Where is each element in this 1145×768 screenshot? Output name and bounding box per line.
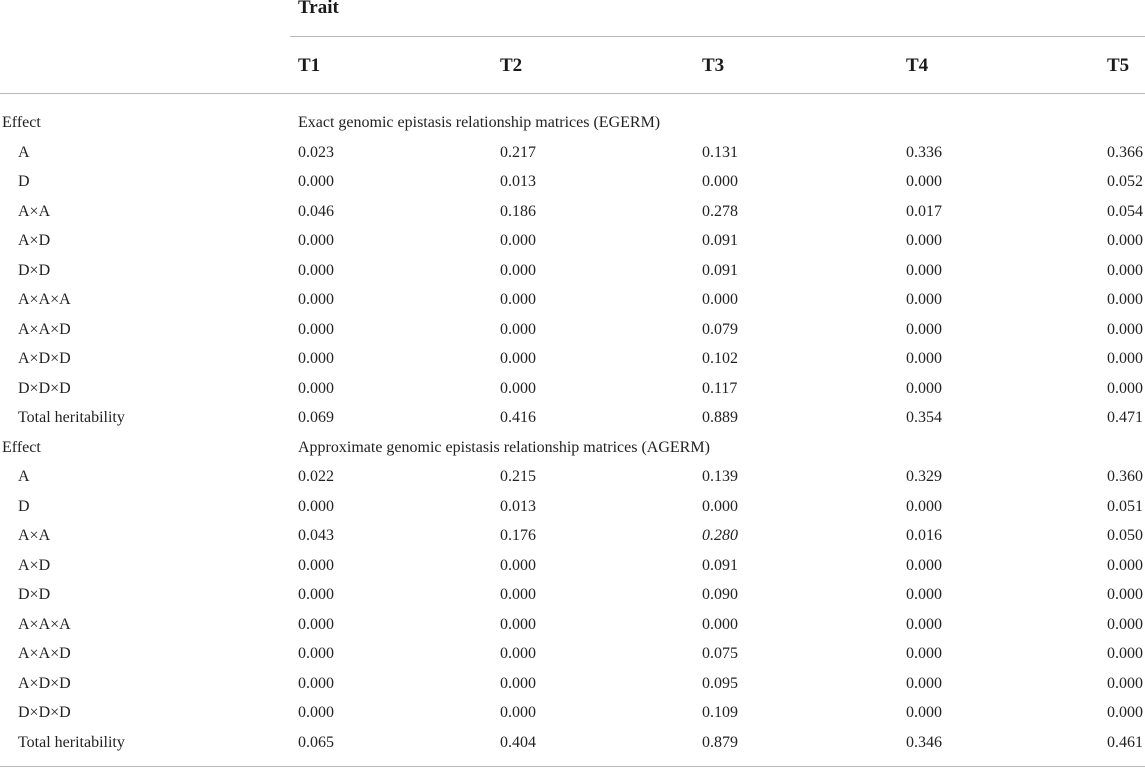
- value-cell: 0.000: [500, 262, 536, 279]
- value-cell: 0.043: [298, 527, 334, 544]
- row-label: A×A×D: [18, 321, 71, 338]
- value-cell: 0.329: [906, 468, 942, 485]
- value-cell: 0.000: [906, 645, 942, 662]
- column-header-t5: T5: [1107, 55, 1130, 76]
- value-cell: 0.000: [906, 675, 942, 692]
- value-cell: 0.000: [702, 173, 738, 190]
- value-cell: 0.000: [906, 586, 942, 603]
- value-cell: 0.366: [1107, 144, 1143, 161]
- row-label: A: [18, 144, 30, 161]
- table-row: [0, 290, 1145, 319]
- value-cell: 0.471: [1107, 409, 1143, 426]
- value-cell: 0.461: [1107, 734, 1143, 751]
- value-cell: 0.000: [500, 380, 536, 397]
- value-cell: 0.139: [702, 468, 738, 485]
- value-cell: 0.000: [500, 704, 536, 721]
- section-title: Exact genomic epistasis relationship matrices (EGERM): [298, 114, 661, 131]
- table-row: [0, 585, 1145, 614]
- value-cell: 0.000: [1107, 704, 1143, 721]
- value-cell: 0.000: [1107, 262, 1143, 279]
- row-label: A×D×D: [18, 675, 71, 692]
- value-cell: 0.000: [298, 704, 334, 721]
- table-row: [0, 202, 1145, 231]
- value-cell: 0.000: [906, 321, 942, 338]
- value-cell: 0.013: [500, 173, 536, 190]
- value-cell: 0.091: [702, 262, 738, 279]
- value-cell: 0.000: [1107, 321, 1143, 338]
- effect-label: Effect: [2, 114, 41, 131]
- value-cell: 0.000: [298, 262, 334, 279]
- value-cell: 0.052: [1107, 173, 1143, 190]
- value-cell: 0.000: [500, 586, 536, 603]
- section-header-egerm: [0, 113, 1145, 142]
- table-row: [0, 467, 1145, 496]
- value-cell: 0.000: [906, 173, 942, 190]
- table-row: [0, 320, 1145, 349]
- row-label: A×D×D: [18, 350, 71, 367]
- value-cell: 0.000: [298, 232, 334, 249]
- table-row: [0, 497, 1145, 526]
- value-cell: 0.079: [702, 321, 738, 338]
- table-row: [0, 615, 1145, 644]
- value-cell: 0.000: [702, 498, 738, 515]
- row-label: D×D: [18, 586, 51, 603]
- column-header-t1: T1: [298, 55, 321, 76]
- value-cell: 0.051: [1107, 498, 1143, 515]
- row-label: D: [18, 173, 30, 190]
- row-label: A: [18, 468, 30, 485]
- value-cell: 0.000: [500, 557, 536, 574]
- value-cell: 0.000: [906, 262, 942, 279]
- value-cell: 0.000: [1107, 232, 1143, 249]
- value-cell: 0.000: [298, 380, 334, 397]
- table-bottom-rule: [0, 766, 1145, 767]
- value-cell: 0.000: [906, 380, 942, 397]
- value-cell: 0.091: [702, 232, 738, 249]
- table-row: [0, 556, 1145, 585]
- value-cell: 0.095: [702, 675, 738, 692]
- value-cell: 0.069: [298, 409, 334, 426]
- value-cell: 0.117: [702, 380, 738, 397]
- value-cell: 0.000: [906, 557, 942, 574]
- value-cell: 0.416: [500, 409, 536, 426]
- value-cell: 0.000: [500, 675, 536, 692]
- effect-label: Effect: [2, 439, 41, 456]
- row-label: A×A×A: [18, 291, 71, 308]
- table-row: [0, 143, 1145, 172]
- value-cell: 0.404: [500, 734, 536, 751]
- header-divider: [290, 36, 1145, 37]
- value-cell: 0.023: [298, 144, 334, 161]
- row-label: A×A: [18, 203, 51, 220]
- table-row-total: [0, 408, 1145, 437]
- value-cell: 0.000: [298, 586, 334, 603]
- table-row: [0, 644, 1145, 673]
- value-cell: 0.000: [298, 173, 334, 190]
- value-cell: 0.000: [500, 232, 536, 249]
- value-cell: 0.050: [1107, 527, 1143, 544]
- value-cell: 0.000: [702, 616, 738, 633]
- value-cell: 0.000: [298, 616, 334, 633]
- value-cell: 0.109: [702, 704, 738, 721]
- value-cell: 0.000: [298, 350, 334, 367]
- trait-header: Trait: [298, 0, 339, 18]
- value-cell: 0.131: [702, 144, 738, 161]
- row-label: A×A×A: [18, 616, 71, 633]
- table-row: [0, 261, 1145, 290]
- table-row: [0, 674, 1145, 703]
- value-cell: 0.879: [702, 734, 738, 751]
- value-cell: 0.016: [906, 527, 942, 544]
- value-cell: 0.000: [1107, 291, 1143, 308]
- row-label: D×D×D: [18, 704, 71, 721]
- value-cell: 0.000: [906, 616, 942, 633]
- table-row-total: [0, 733, 1145, 762]
- value-cell-italic: 0.280: [702, 527, 738, 544]
- value-cell: 0.000: [298, 321, 334, 338]
- value-cell: 0.000: [906, 498, 942, 515]
- value-cell: 0.000: [1107, 645, 1143, 662]
- value-cell: 0.000: [298, 645, 334, 662]
- column-header-t4: T4: [906, 55, 929, 76]
- table-row: [0, 703, 1145, 732]
- value-cell: 0.000: [1107, 380, 1143, 397]
- table-row: [0, 379, 1145, 408]
- row-label: A×A: [18, 527, 51, 544]
- value-cell: 0.000: [500, 350, 536, 367]
- row-label: D: [18, 498, 30, 515]
- row-label: D×D: [18, 262, 51, 279]
- value-cell: 0.000: [298, 675, 334, 692]
- value-cell: 0.278: [702, 203, 738, 220]
- value-cell: 0.000: [702, 291, 738, 308]
- value-cell: 0.017: [906, 203, 942, 220]
- value-cell: 0.000: [906, 350, 942, 367]
- value-cell: 0.013: [500, 498, 536, 515]
- table-row: [0, 172, 1145, 201]
- value-cell: 0.000: [298, 498, 334, 515]
- value-cell: 0.000: [1107, 675, 1143, 692]
- value-cell: 0.090: [702, 586, 738, 603]
- table-row: [0, 526, 1145, 555]
- row-label: A×D: [18, 557, 51, 574]
- value-cell: 0.000: [500, 291, 536, 308]
- table-row: [0, 231, 1145, 260]
- value-cell: 0.000: [1107, 616, 1143, 633]
- row-label: A×A×D: [18, 645, 71, 662]
- row-label: Total heritability: [18, 409, 125, 426]
- value-cell: 0.889: [702, 409, 738, 426]
- value-cell: 0.000: [500, 616, 536, 633]
- value-cell: 0.000: [906, 232, 942, 249]
- value-cell: 0.091: [702, 557, 738, 574]
- column-header-t3: T3: [702, 55, 725, 76]
- value-cell: 0.000: [906, 291, 942, 308]
- value-cell: 0.354: [906, 409, 942, 426]
- value-cell: 0.054: [1107, 203, 1143, 220]
- header-bottom-rule: [0, 93, 1145, 94]
- value-cell: 0.022: [298, 468, 334, 485]
- value-cell: 0.102: [702, 350, 738, 367]
- value-cell: 0.000: [298, 557, 334, 574]
- value-cell: 0.346: [906, 734, 942, 751]
- value-cell: 0.000: [1107, 557, 1143, 574]
- value-cell: 0.360: [1107, 468, 1143, 485]
- value-cell: 0.000: [1107, 350, 1143, 367]
- table-row: [0, 349, 1145, 378]
- section-header-agerm: [0, 438, 1145, 467]
- value-cell: 0.186: [500, 203, 536, 220]
- value-cell: 0.176: [500, 527, 536, 544]
- value-cell: 0.000: [500, 321, 536, 338]
- value-cell: 0.215: [500, 468, 536, 485]
- value-cell: 0.336: [906, 144, 942, 161]
- row-label: Total heritability: [18, 734, 125, 751]
- column-header-t2: T2: [500, 55, 523, 76]
- row-label: A×D: [18, 232, 51, 249]
- value-cell: 0.000: [298, 291, 334, 308]
- value-cell: 0.046: [298, 203, 334, 220]
- row-label: D×D×D: [18, 380, 71, 397]
- value-cell: 0.000: [906, 704, 942, 721]
- value-cell: 0.075: [702, 645, 738, 662]
- section-title: Approximate genomic epistasis relationship matrices (AGERM): [298, 439, 710, 456]
- value-cell: 0.000: [500, 645, 536, 662]
- value-cell: 0.000: [1107, 586, 1143, 603]
- value-cell: 0.217: [500, 144, 536, 161]
- value-cell: 0.065: [298, 734, 334, 751]
